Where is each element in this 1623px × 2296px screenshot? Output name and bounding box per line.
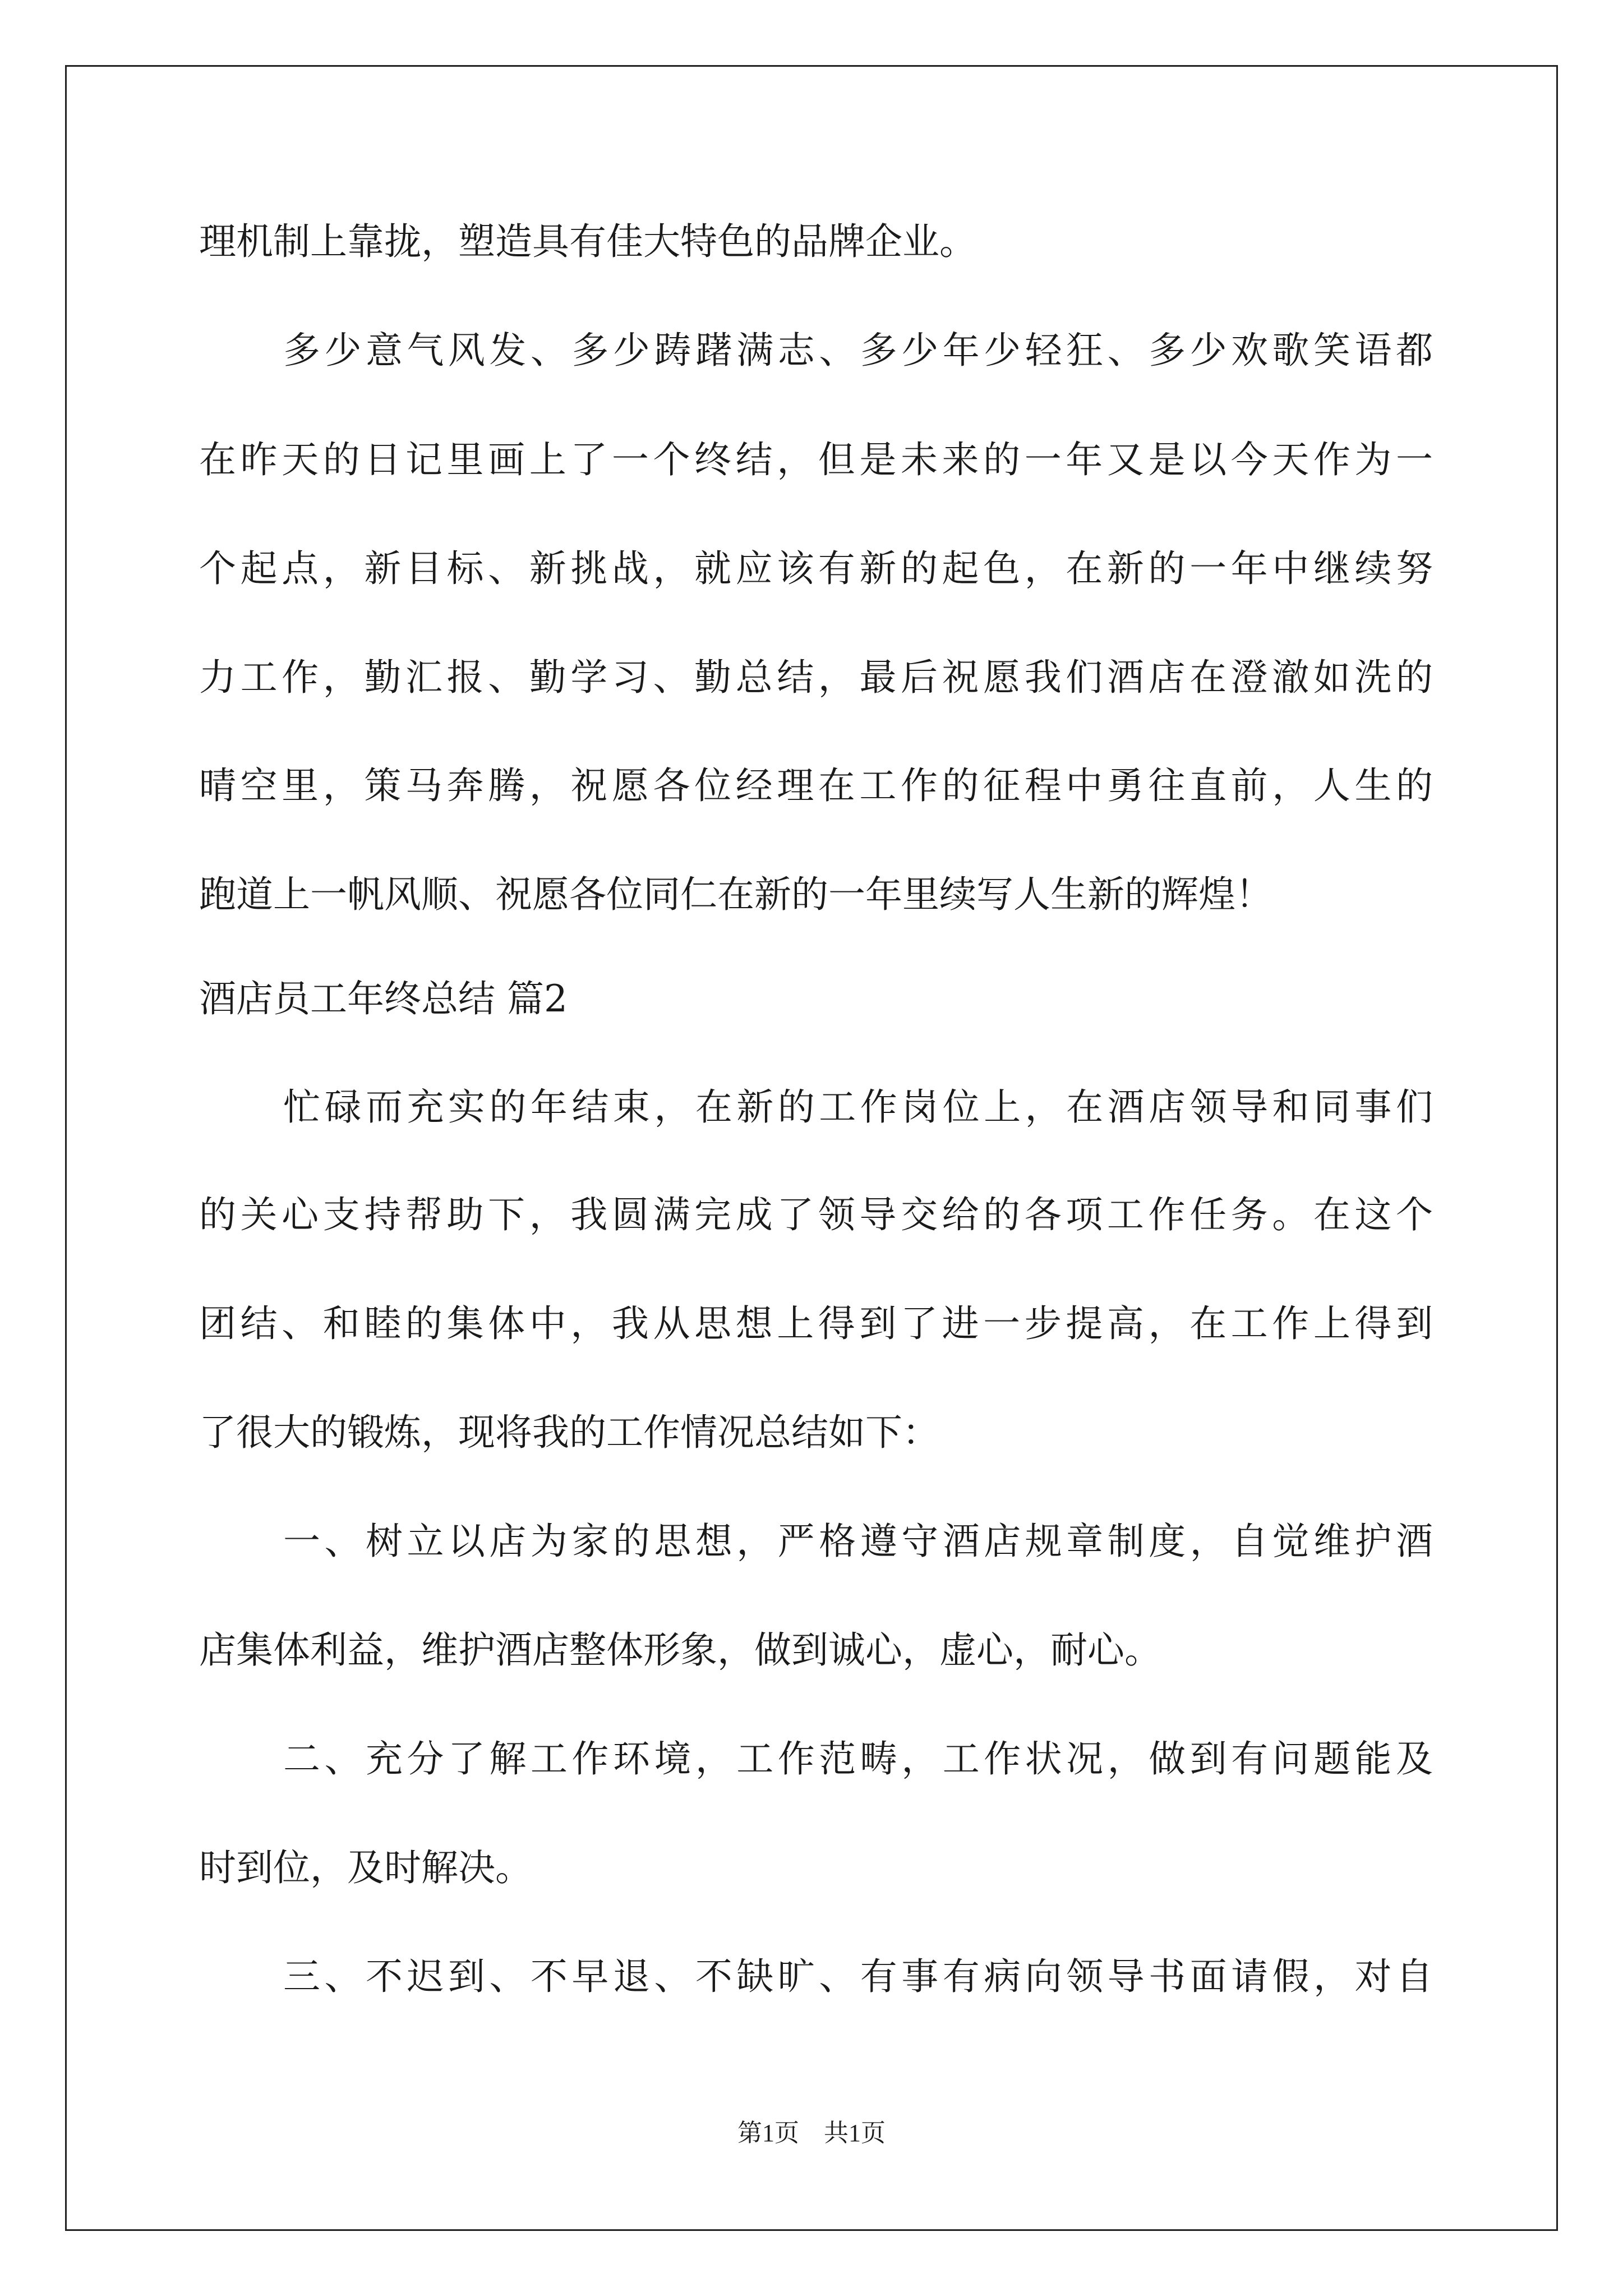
text-line: 晴空里，策马奔腾，祝愿各位经理在工作的征程中勇往直前，人生的 bbox=[199, 764, 1433, 807]
text-line: 的关心支持帮助下，我圆满完成了领导交给的各项工作任务。在这个 bbox=[199, 1193, 1433, 1236]
text-line: 店集体利益，维护酒店整体形象，做到诚心，虚心，耐心。 bbox=[199, 1628, 1161, 1672]
text-line: 在昨天的日记里画上了一个终结，但是未来的一年又是以今天作为一 bbox=[199, 438, 1433, 481]
text-line: 忙碌而充实的年结束，在新的工作岗位上，在酒店领导和同事们 bbox=[283, 1085, 1433, 1129]
text-line: 力工作，勤汇报、勤学习、勤总结，最后祝愿我们酒店在澄澈如洗的 bbox=[199, 656, 1433, 699]
text-line: 团结、和睦的集体中，我从思想上得到了进一步提高，在工作上得到 bbox=[199, 1302, 1433, 1345]
text-line: 三、不迟到、不早退、不缺旷、有事有病向领导书面请假，对自 bbox=[283, 1955, 1433, 1998]
text-line: 跑道上一帆风顺、祝愿各位同仁在新的一年里续写人生新的辉煌！ bbox=[199, 873, 1272, 916]
text-line: 个起点，新目标、新挑战，就应该有新的起色，在新的一年中继续努 bbox=[199, 547, 1433, 590]
page-footer: 第1页 共1页 bbox=[737, 2119, 886, 2147]
text-line: 一、树立以店为家的思想，严格遵守酒店规章制度，自觉维护酒 bbox=[283, 1520, 1433, 1563]
text-line: 二、充分了解工作环境，工作范畴，工作状况，做到有问题能及 bbox=[283, 1737, 1433, 1780]
text-line: 了很大的锻炼，现将我的工作情况总结如下： bbox=[199, 1411, 939, 1454]
text-line: 多少意气风发、多少踌躇满志、多少年少轻狂、多少欢歌笑语都 bbox=[283, 329, 1433, 372]
text-line: 理机制上靠拢，塑造具有佳大特色的品牌企业。 bbox=[199, 220, 976, 263]
section-heading: 酒店员工年终总结 篇2 bbox=[199, 977, 568, 1020]
text-line: 时到位，及时解决。 bbox=[199, 1846, 532, 1889]
page-border bbox=[65, 65, 1558, 2231]
